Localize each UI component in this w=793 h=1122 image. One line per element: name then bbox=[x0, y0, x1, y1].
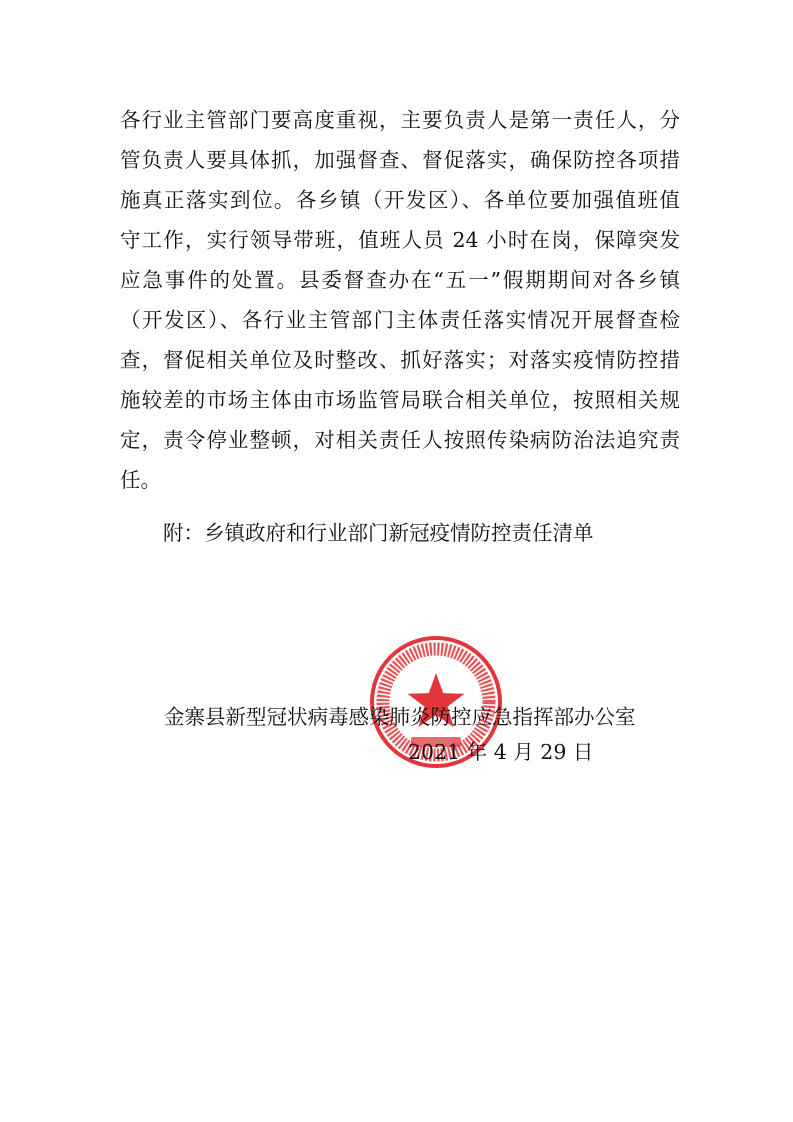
paragraph-line: （开发区）、各行业主管部门主体责任落实情况开展督查检 bbox=[120, 308, 680, 332]
issue-date: 2021 年 4 月 29 日 bbox=[408, 740, 594, 764]
signing-office: 金寨县新型冠状病毒感染肺炎防控应急指挥部办公室 bbox=[164, 705, 636, 729]
paragraph-line: 应急事件的处置。县委督查办在“五一”假期期间对各乡镇 bbox=[120, 268, 680, 292]
paragraph-line: 施真正落实到位。各乡镇（开发区）、各单位要加强值班值 bbox=[120, 188, 680, 212]
paragraph-line: 查，督促相关单位及时整改、抓好落实；对落实疫情防控措 bbox=[120, 348, 680, 372]
body-paragraph bbox=[120, 100, 680, 500]
paragraph-line: 施较差的市场主体由市场监管局联合相关单位，按照相关规 bbox=[120, 388, 680, 412]
paragraph-line: 守工作，实行领导带班，值班人员 24 小时在岗，保障突发 bbox=[120, 228, 680, 252]
paragraph-line: 定，责令停业整顿，对相关责任人按照传染病防治法追究责 bbox=[120, 428, 680, 452]
paragraph-line: 任。 bbox=[120, 468, 161, 492]
paragraph-line: 各行业主管部门要高度重视，主要负责人是第一责任人，分 bbox=[120, 108, 680, 132]
attachment-note: 附：乡镇政府和行业部门新冠疫情防控责任清单 bbox=[163, 521, 594, 545]
paragraph-line: 管负责人要具体抓，加强督查、督促落实，确保防控各项措 bbox=[120, 148, 680, 172]
